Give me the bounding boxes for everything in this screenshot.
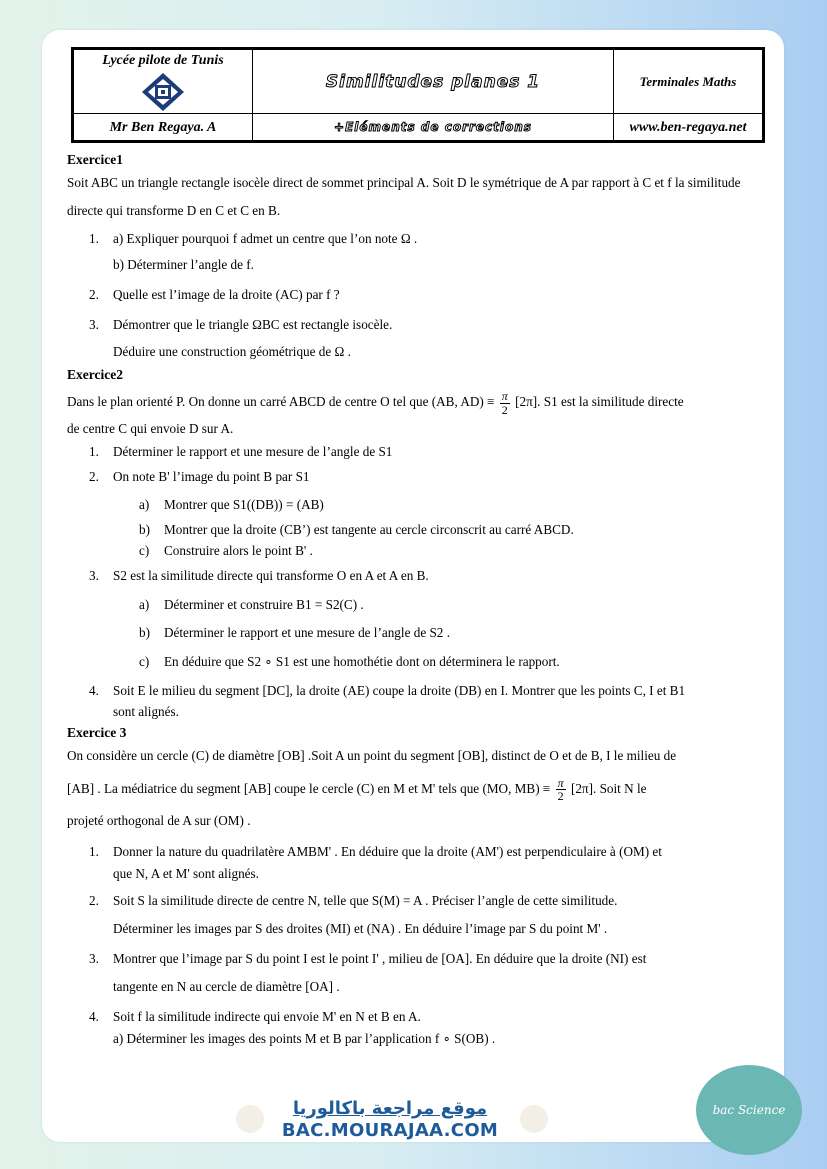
website-cell: [614, 114, 763, 141]
exercise-2-title: Exercice2: [67, 367, 123, 383]
bac-science-stamp: [696, 1065, 802, 1155]
footer-arabic-title: موقع مراجعة باكالوريا: [292, 1098, 488, 1119]
stamp-text: bac Science: [712, 1103, 786, 1117]
ex3-question-1: 1. Donner la nature du quadrilatère AMBM' . En déduire que la droite (AM') est perpendiculaire à (OM) et: [89, 843, 662, 859]
ex2-question-2a: a) Montrer que S1((DB)) = (AB): [139, 496, 324, 512]
exercise-3-intro-3: projeté orthogonal de A sur (OM) .: [67, 813, 251, 828]
bee-logo-icon: [520, 1105, 548, 1133]
exercise-2-intro-2: de centre C qui envoie D sur A.: [67, 421, 234, 437]
fraction-pi-over-2: $\frac{\pi}{2}$: [501, 389, 508, 417]
exercise-2-intro: Dans le plan orienté P. On donne un carré ABCD de centre O tel que (AB, AD) ≡ $\frac{\pi}{2}$ [2π]. S1 est la similitude directe: [67, 389, 684, 417]
ex2-question-3c: c) En déduire que S2 ∘ S1 est une homothétie dont on déterminera le rapport.: [139, 653, 560, 669]
title-cell: [253, 50, 614, 114]
ex3-question-1b: que N, A et M' sont alignés.: [113, 866, 259, 881]
ex3-question-2b: Déterminer les images par S des droites (MI) et (NA) . En déduire l’image par S du point M' .: [113, 921, 608, 936]
ex2-question-3b: b) Déterminer le rapport et une mesure de l’angle de S2 .: [139, 625, 450, 641]
ex1-question-3b: Déduire une construction géométrique de Ω .: [113, 343, 351, 359]
exercise-3-title: Exercice 3: [67, 725, 127, 741]
teacher-name: Mr Ben Regaya. A: [109, 120, 217, 135]
level-cell: [614, 50, 763, 114]
ex2-question-2: 2. On note B' l’image du point B par S1: [89, 469, 310, 485]
exercise-3-intro-2: [AB] . La médiatrice du segment [AB] coupe le cercle (C) en M et M' tels que (MO, MB) ≡ $\frac{\pi}{2}$ [2π]. Soit N le: [67, 775, 647, 804]
subtitle-cell: [253, 114, 614, 141]
website-link[interactable]: www.ben-regaya.net: [629, 120, 747, 135]
ex1-question-2: 2. Quelle est l’image de la droite (AC) par f ?: [89, 286, 340, 302]
exercise-1-intro: Soit ABC un triangle rectangle isocèle direct de sommet principal A. Soit D le symétrique de A par rapport à C et f la similitude directe qui transforme D en C et C en B.: [67, 174, 741, 218]
ex1-question-1: 1. a) Expliquer pourquoi f admet un centre que l’on note Ω .: [89, 230, 418, 246]
ex2-question-3a: a) Déterminer et construire B1 = S2(C) .: [139, 596, 364, 612]
document-subtitle: +Eléments de corrections: [334, 120, 532, 134]
exercise-1-title: Exercice1: [67, 152, 123, 167]
ex2-question-2b: b) Montrer que la droite (CB’) est tangente au cercle circonscrit au carré ABCD.: [139, 522, 574, 538]
exercise-3-intro: On considère un cercle (C) de diamètre [OB] .Soit A un point du segment [OB], distinct de O et de B, I le milieu de: [67, 748, 677, 764]
ex1-question-1b: b) Déterminer l’angle de f.: [113, 257, 254, 273]
ex2-question-2c: c) Construire alors le point B' .: [139, 542, 313, 558]
ex2-question-4: 4. Soit E le milieu du segment [DC], la droite (AE) coupe la droite (DB) en I. Montrer que les points C, I et B1: [89, 683, 686, 699]
school-cell: [74, 50, 253, 114]
ex3-question-4: 4. Soit f la similitude indirecte qui envoie M' en N et B en A.: [89, 1008, 421, 1024]
class-level: Terminales Maths: [639, 73, 737, 89]
school-name: Lycée pilote de Tunis: [102, 53, 224, 68]
ex2-question-4b: sont alignés.: [113, 703, 179, 719]
bee-logo-icon: [236, 1105, 264, 1133]
ex2-question-1: 1. Déterminer le rapport et une mesure de l’angle de S1: [89, 443, 393, 459]
footer-site-link[interactable]: BAC.MOURAJAA.COM: [281, 1120, 499, 1141]
teacher-cell: [74, 114, 253, 141]
ex3-question-3b: tangente en N au cercle de diamètre [OA] .: [113, 979, 340, 994]
document-body: [67, 152, 767, 1048]
ex3-question-2: 2. Soit S la similitude directe de centre N, telle que S(M) = A . Préciser l’angle de cette similitude.: [89, 892, 618, 908]
footer-banner[interactable]: [278, 1098, 502, 1142]
document-title: Similitudes planes 1: [325, 71, 541, 92]
school-logo-icon: [141, 72, 185, 112]
ex1-question-3: 3. Démontrer que le triangle ΩBC est rectangle isocèle.: [89, 317, 393, 333]
document-header: [71, 47, 765, 143]
fraction-pi-over-2: $\frac{\pi}{2}$: [557, 775, 564, 804]
ex3-question-3: 3. Montrer que l’image par S du point I est le point I' , milieu de [OA]. En déduire que la droite (NI) est: [89, 950, 647, 966]
ex3-question-4a: a) Déterminer les images des points M et B par l’application f ∘ S(OB) .: [113, 1031, 496, 1046]
ex2-question-3: 3. S2 est la similitude directe qui transforme O en A et A en B.: [89, 568, 429, 584]
